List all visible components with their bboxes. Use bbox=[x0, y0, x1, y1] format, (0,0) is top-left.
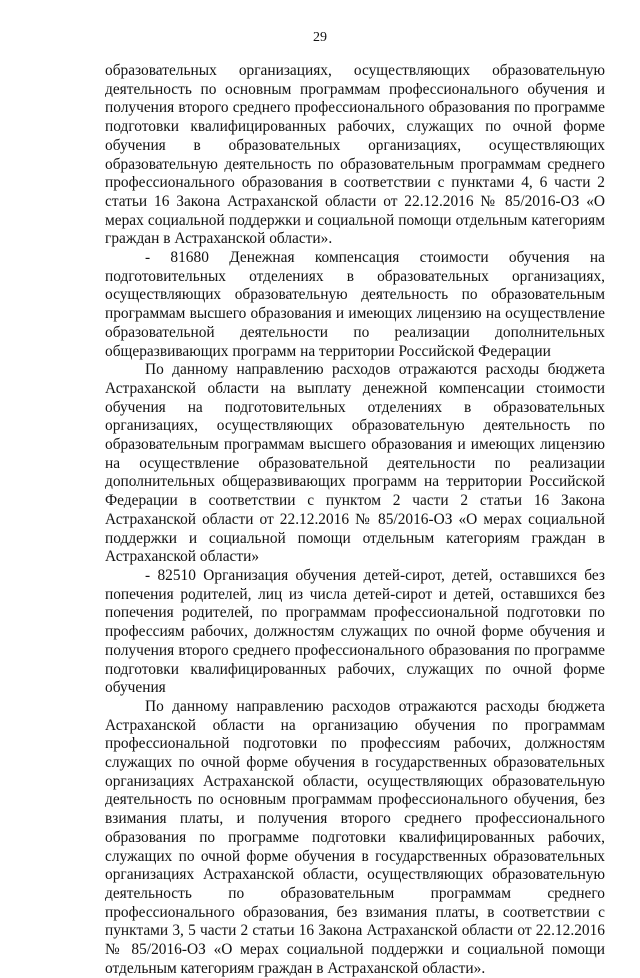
document-body bbox=[105, 62, 605, 978]
paragraph-code-81680: - 81680 Денежная компенсация стоимости обучения на подготовительных отделениях в образовательных организациях, осуществляющих образовательную деятельность по образовательным программам высшего образования и имеющих лицензию на осуществление образовательной деятельности по реализации дополнительных общеразвивающих программ на территории Российской Федерации bbox=[105, 249, 605, 360]
paragraph-description-82510: По данному направлению расходов отражаются расходы бюджета Астраханской области на организацию обучения по программам профессиональной подготовки по профессиям рабочих, должностям служащих по очной форме обучения в государственных образовательных организациях Астраханской области, осуществляющих образовательную деятельность по основным программам профессионального обучения, без взимания платы, и получения второго среднего профессионального образования по программе подготовки квалифицированных рабочих, служащих по очной форме обучения в государственных образовательных организациях Астраханской области, осуществляющих образовательную деятельность по образовательным программам среднего профессионального образования, без взимания платы, в соответствии с пунктами 3, 5 части 2 статьи 16 Закона Астраханской области от 22.12.2016 № 85/2016-ОЗ «О мерах социальной поддержки и социальной помощи отдельным категориям граждан в Астраханской области». bbox=[105, 697, 605, 977]
paragraph-continuation: образовательных организациях, осуществляющих образовательную деятельность по основным программам профессионального обучения и получения второго среднего профессионального образования по программе подготовки квалифицированных рабочих, служащих по очной форме обучения в образовательных организациях, осуществляющих образовательную деятельность по образовательным программам среднего профессионального образования в соответствии с пунктами 4, 6 части 2 статьи 16 Закона Астраханской области от 22.12.2016 № 85/2016-ОЗ «О мерах социальной поддержки и социальной помощи отдельным категориям граждан в Астраханской области». bbox=[105, 62, 605, 248]
page-number: 29 bbox=[313, 30, 327, 45]
paragraph-description-81680: По данному направлению расходов отражаются расходы бюджета Астраханской области на выплату денежной компенсации стоимости обучения на подготовительных отделениях в образовательных организациях, осуществляющих образовательную деятельность по образовательным программам высшего образования и имеющих лицензию на осуществление образовательной деятельности по реализации дополнительных общеразвивающих программ на территории Российской Федерации в соответствии с пунктом 2 части 2 статьи 16 Закона Астраханской области от 22.12.2016 № 85/2016-ОЗ «О мерах социальной поддержки и социальной помощи отдельным категориям граждан в Астраханской области» bbox=[105, 361, 605, 566]
paragraph-code-82510: - 82510 Организация обучения детей-сирот, детей, оставшихся без попечения родителей, лиц из числа детей-сирот и детей, оставшихся без попечения родителей, по программам профессиональной подготовки по профессиям рабочих, должностям служащих по очной форме обучения и получения второго среднего профессионального образования по программе подготовки квалифицированных рабочих, служащих по очной форме обучения bbox=[105, 566, 605, 697]
